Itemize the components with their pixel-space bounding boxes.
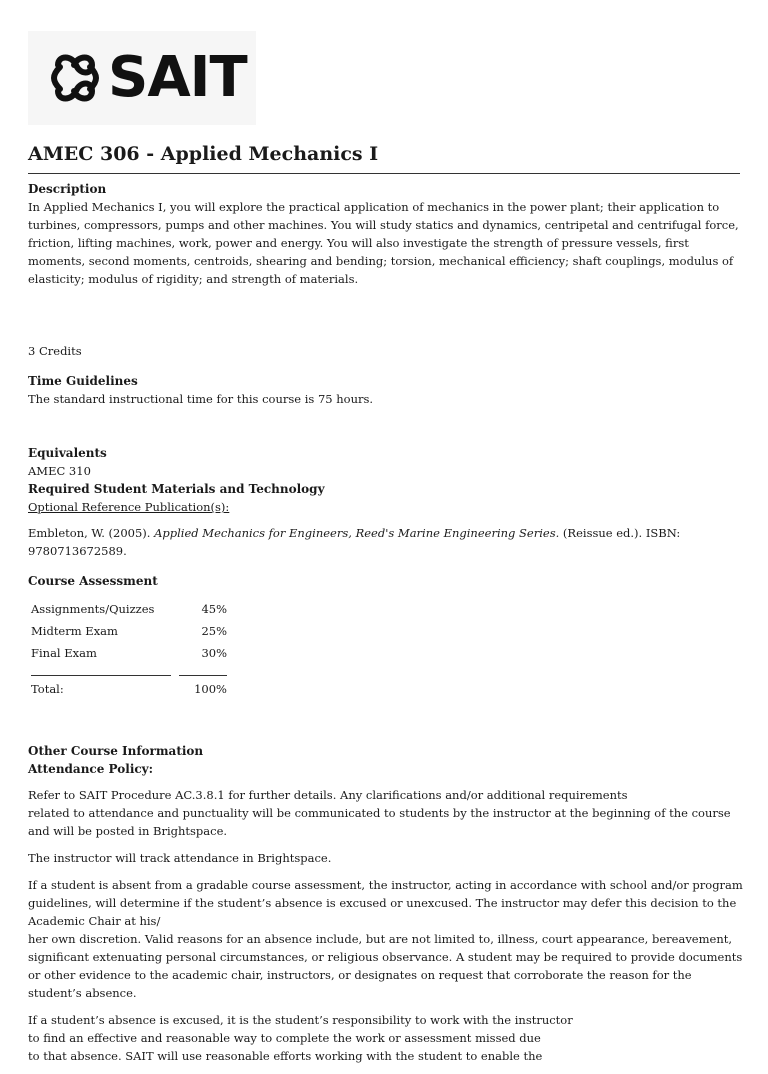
description-text: In Applied Mechanics I, you will explore the practical application of mechanics in the power plant; their application to turbines, compressors, pumps and other machines. You will study statics and dynamics, centripetal and centrifugal force, friction, lifting machines, work, power and energy. You will also investigate the strength of pressure vessels, first moments, second moments, centroids, shearing and bending; torsion, mechanical efficiency; shaft couplings, modulus of elasticity; modulus of rigidity; and strength of materials. (28, 200, 739, 286)
paragraph-line: to that absence. SAIT will use reasonable efforts working with the student to enable the (28, 1049, 543, 1063)
time-guidelines-heading: Time Guidelines (28, 374, 138, 388)
citation-author: Embleton, W. (2005). (28, 526, 155, 540)
assessment-value: 25% (201, 624, 227, 638)
credits-text: 3 Credits (28, 344, 82, 358)
course-outline-body (28, 180, 743, 1074)
paragraph-line: her own discretion. Valid reasons for an absence include, but are not limited to, illness, court appearance, bereavement, significant extenuating personal circumstances, or religious observance. A student may be required to provide documents or other evidence to the academic chair, instructors, or designates on request that corroborate the reason for the student’s absence. (28, 932, 743, 1000)
reference-citation (28, 524, 743, 560)
assessment-label: Midterm Exam (31, 624, 118, 638)
total-value: 100% (194, 682, 227, 696)
total-row (31, 676, 227, 702)
paragraph-line: to find an effective and reasonable way to complete the work or assessment missed due (28, 1031, 541, 1045)
paragraph-line: Refer to SAIT Procedure AC.3.8.1 for further details. Any clarifications and/or additional requirements (28, 788, 628, 802)
attendance-paragraph-1 (28, 786, 743, 840)
description-heading: Description (28, 182, 107, 196)
attendance-paragraph-3 (28, 876, 743, 1002)
paragraph-line: If a student is absent from a gradable course assessment, the instructor, acting in accordance with school and/or program guidelines, will determine if the student’s absence is excused or unexcused. The instructor may defer this decision to the Academic Chair at his/ (28, 878, 743, 928)
assessment-label: Assignments/Quizzes (31, 602, 155, 616)
page-title: AMEC 306 - Applied Mechanics I (28, 143, 379, 165)
equivalents-heading: Equivalents (28, 446, 107, 460)
assessment-table (31, 598, 227, 702)
assessment-label: Final Exam (31, 646, 97, 660)
table-row (31, 620, 227, 642)
assessment-heading: Course Assessment (28, 574, 158, 588)
title-divider (28, 173, 740, 174)
other-info-heading: Other Course Information (28, 744, 204, 758)
equivalents-value: AMEC 310 (28, 464, 91, 478)
sait-knot-icon (50, 51, 100, 105)
sait-logo (28, 31, 256, 125)
assessment-value: 30% (201, 646, 227, 660)
citation-details: (Reissue ed.). ISBN: 9780713672589. (28, 526, 681, 558)
time-guidelines-text: The standard instructional time for this course is 75 hours. (28, 392, 374, 406)
total-label: Total: (31, 682, 64, 696)
logo-text: SAIT (108, 45, 247, 110)
attendance-paragraph-4 (28, 1011, 743, 1065)
paragraph-line: related to attendance and punctuality will be communicated to students by the instructor at the beginning of the course and will be posted in Brightspace. (28, 806, 731, 838)
attendance-paragraph-2: The instructor will track attendance in Brightspace. (28, 851, 332, 865)
paragraph-line: If a student’s absence is excused, it is the student’s responsibility to work with the instructor (28, 1013, 573, 1027)
attendance-policy-heading: Attendance Policy: (28, 762, 154, 776)
optional-reference-subheading: Optional Reference Publication(s): (28, 500, 230, 514)
materials-heading: Required Student Materials and Technology (28, 482, 325, 496)
table-row (31, 598, 227, 620)
citation-title: Applied Mechanics for Engineers, Reed's Marine Engineering Series. (154, 526, 560, 540)
table-row (31, 642, 227, 664)
assessment-value: 45% (201, 602, 227, 616)
total-separator (31, 664, 227, 676)
